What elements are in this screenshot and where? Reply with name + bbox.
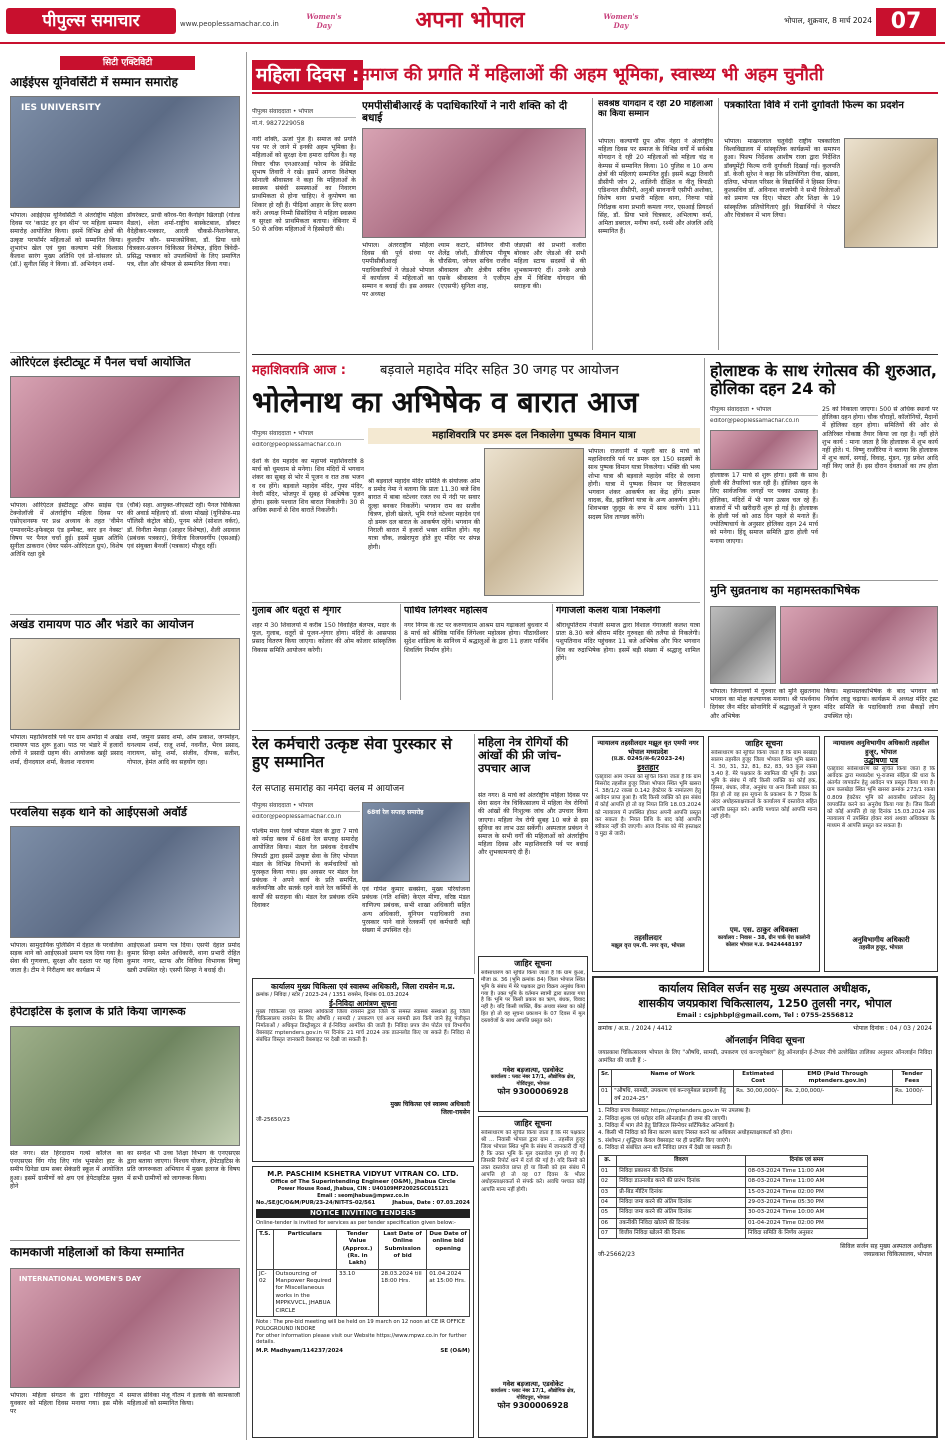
discom-table-row	[257, 1269, 470, 1316]
table-header: EMD (Paid Through mptenders.gov.in)	[783, 1069, 893, 1087]
discom-tender	[252, 1166, 474, 1438]
rail-email: editor@peoplessamachar.co.in	[252, 814, 342, 820]
holi-email: editor@peoplessamachar.co.in	[710, 418, 800, 424]
hepatitis-body-b: का सन्देश भी उच्च शिक्षा विभाग के एनएसएस द्वारा बताया जाएगा। निश्चय योजना, हेपेटाइटिस के प्रति जागरूकता अभियान में मुख्य इलाज के विषय में सभी ग्रामीणों को जागरूक किया।	[127, 1150, 240, 1182]
dateline: भोपाल, शुक्रवार, 8 मार्च 2024	[784, 16, 872, 25]
civil-sign: सिविल सर्जन सह मुख्य अस्पताल अधीक्षक	[840, 1243, 932, 1251]
table-header: दिनांक एवं समय	[745, 1156, 867, 1166]
table-header: Name of Work	[612, 1069, 734, 1087]
rail-photo-banner: 68वां रेल सप्ताह समारोह	[367, 809, 424, 816]
tehsil-head: न्यायालय तहसीलदार मझूल वृत एमपी नगर भोपाल मध्यप्रदेश	[597, 739, 699, 756]
shiv-body-a: देशों के देव महादेव का महापर्व महाशिवरात्रि 8 मार्च को धूमधाम से मनेगा। शिव मंदिरों में भगवान शंकर का सुबह से भोर में पूजन व रात तक भजन व रथ होंगे। बड़वाले महादेव मंदिर, गुफा मंदिर, नेवरी मंदिर, भोजपुर में सुबह से अभिषेक पूजन होगा। इसके पश्चात शिव बारात निकलेगी। 30 से अधिक स्थानों से शिव बारातें निकलेंगी।	[252, 458, 364, 515]
parwalia-body-b: आईएसओ प्रमाण पत्र दिया। एसपी देहात प्रमोद कुमार सिन्हा समेत अधिकारी, थाना प्रभारी रोहित कुमार नागर, स्टाफ और विविधा विभागक विष्णु खत्री उपस्थित रहे। एसपी सिन्हा ने बधाई दी।	[127, 942, 240, 974]
jahir1-head: जाहिर सूचना	[745, 739, 783, 748]
ies-photo	[10, 96, 240, 208]
table-header: विवरण	[617, 1156, 746, 1166]
table-cell: 01-04-2024 Time 02:00 PM	[745, 1218, 867, 1228]
cmho-ref2: जी-25650/23	[256, 1116, 290, 1123]
eye-headline: महिला नेत्र रोगियों की आंखों की फ्री जांच-उपचार आज	[478, 736, 569, 776]
table-cell: 28.03.2024 till 18:00 Hrs.	[379, 1269, 427, 1316]
table-cell: निविदा जमा करने की अंतिम दिनांक	[617, 1208, 746, 1218]
civil-sub: शासकीय जयप्रकाश चिकित्सालय, 1250 तुलसी नगर, भोपाल	[638, 996, 892, 1010]
shiv-email: editor@peoplessamachar.co.in	[252, 442, 342, 448]
civil-date: भोपाल दिनांक : 04 / 03 / 2024	[853, 1024, 932, 1032]
discom-ref: No./SE/JC/O&M/PUR/23-24/NIT-TS-02/561	[256, 1199, 376, 1206]
nyay-sign2: तहसील हुजूर, भोपाल	[859, 945, 903, 952]
rail-byline: पीपुल्स संवाददाता • भोपाल	[252, 802, 360, 812]
kamkaji-body-a: भोपाल। महिला संगठन के द्वारा गोविंदपुरा में युवकार को महिला दिवस मनाया गया। इस मौके पर	[10, 1392, 123, 1416]
muni-photo-2	[780, 606, 938, 684]
table-header: Estimated Cost	[734, 1069, 783, 1087]
jahir-notice-1	[708, 736, 820, 972]
table-header: Tender Fees	[893, 1069, 932, 1087]
oriental-headline: ओरिएंटल इंस्टीट्यूट में पैनल चर्चा आयोजित	[10, 356, 191, 369]
rail-body-a: पश्चिम मध्य रेलवे भोपाल मंडल के द्वारा 7 मार्च को नर्मदा क्लब में 68वां रेल सप्ताह समारोह आयोजित किया। मंडल रेल प्रबंधक देवाशीष त्रिपाठी द्वारा इसमें उत्कृष्ट सेवा के लिए भोपाल मंडल के विभिन्न विभागों के कर्मचारियों को पुरस्कृत किया गया। इस अवसर पर मंडल रेल प्रबंधक ने अपने कार्य के प्रति समर्पित, कर्तव्यनिष्ठ और सतर्क रहने वाले रेल कर्मियों के कार्यों की सराहना की। मंडल रेल प्रबंधक रश्मि दिवाकर	[252, 828, 358, 909]
akhand-photo	[10, 638, 240, 730]
table-cell: 01	[599, 1166, 617, 1176]
mpsb-body-b: श्याम कटारे, सीनियर वीपी शैलेंद्र जोशी, डीजीएम पीयूष चौरसिया, जोनल सचिव राजीव श्रीवास्तव और क्षेत्रीय सचिव एसके श्रीवास्तव ने एजीएम (एएसपी) सुनिता शाह,	[438, 242, 510, 290]
kamkaji-photo	[10, 1268, 240, 1388]
tehsil-sign2: मझूल वृत्त एम.पी. नगर वृत्त, भोपाल	[611, 943, 685, 950]
oriental-body-a: भोपाल। ओरिएंटल इंस्टीट्यूट ऑफ साइंस एंड टेक्नोलॉजी में अंतर्राष्ट्रीय महिला दिवस पर एसोएशनस्फ पर प्रश्न अध्याय के तहत 'वीमेन एम्पावरमेंट-इफेक्ट्स एंड इम्पैक्ट, कार इन नेक्स्ट' विषय पर पैनल चर्चा हुई। इसमें मुख्य अतिथि सुनीता ठाकरान (चेयर पर्सन-ओरिएंटल ग्रुप), विशेष अतिथि रक्षा दुबे	[10, 502, 123, 559]
eye-body: संत नगर। 8 मार्च को अंतर्राष्ट्रीय महिला दिवस पर सेवा सदन नेत्र चिकित्सालय में महिला नेत्र रोगियों की आंखों की निःशुल्क जांच और उपचार किया जाएगा। महिला नेत्र रोगी सुबह 10 बजे से इस सुविधा का लाभ उठा सकेंगी। अस्पताल प्रबंधन ने समाज के सभी वर्गों की महिलाओं को अंतर्राष्ट्रीय महिला दिवस और महाशिवरात्रि पर्व पर बधाई और शुभकामनाएं दी हैं।	[478, 792, 588, 857]
akhand-body-a: भोपाल। महाशिवरात्रि पर्व पर ग्राम अमोदा में अखंड रामायण पाठ शुरू हुआ। पाठ पर भंडारे में हजारों लोगों ने प्रसादी ग्रहण की। आयोजक खट्टी प्रसाद शर्मा, दीनदयाल शर्मा, कैलाश नारायण	[10, 734, 123, 766]
civil-intro: जयप्रकाश चिकित्सालय भोपाल के लिए "औषधि, सामग्री, उपकरण एवं कन्ज्यूमेबल" हेतु ऑनलाईन ई-टेण्डर नीचे उल्लेखित तालिका अनुसार ऑनलाईन निविदा आमंत्रित की जाती हैं :-	[598, 1050, 932, 1065]
table-cell: 08-03-2024 Time 11:00 AM	[745, 1177, 867, 1187]
table-header: Particulars	[273, 1229, 336, 1269]
logo: पीपुल्स समाचार	[6, 8, 176, 34]
civil-schedule-row	[599, 1229, 868, 1239]
civil-schedule-row	[599, 1166, 868, 1176]
table-cell: JC-02	[257, 1269, 274, 1316]
civil-email: Email : csjphbpl@gmail.com, Tel : 0755-2556812	[598, 1011, 932, 1023]
holi-body-a: होलाष्टक 17 मार्च से शुरू होगा। इसी के साथ होली की तैयारियां चल रही हैं। होलिका दहन के लिए सार्वजनिक जगहों पर पक्का उत्साह है। होलिका, मंदिरों में भी फाग उत्सव चल रहे हैं। बाजारों में भी खरीदारी शुरू हो गई है। होलाष्टक के होली पर्व को आठ दिन पहले से मनाते हैं। ज्योतिषाचार्य के अनुसार होलिका दहन 24 मार्च को मनेगा। हिंदू समाज समिति द्वारा होली पर्व मनाया जाएगा।	[710, 472, 818, 545]
discom-head: M.P. PASCHIM KSHETRA VIDYUT VITRAN CO. LTD.	[267, 1170, 459, 1178]
shiv-sub3-headline: गंगाजली कलश यात्रा निकलेगी	[556, 606, 661, 616]
rail-body-b: एवं गोपेश कुमार सक्सेना, मुख्य परियोजना प्रबंधक (गति शक्ति) केएल मीणा, वरिष्ठ मंडल वाणिज्य प्रबंधक, सभी शाखा अधिकारी सहित अन्य अधिकारी, यूनियन पदाधिकारी तथा पुरस्कार पाने वाले रेलकर्मी एवं कर्मचारी बड़ी संख्या में उपस्थित रहे।	[362, 886, 470, 934]
tehsil-sign: तहसीलदार	[634, 933, 662, 942]
jahir3-body: सर्वसाधारण को सूचित किया जाता है कि मेरे पक्षकार श्री ... निवासी भोपाल द्वारा ग्राम ... तहसील हुजूर जिला भोपाल स्थित भूमि के संबंध में जानकारी दी गई है कि उक्त भूमि के मूल दस्तावेज गुम हो गए हैं। जिसकी रिपोर्ट थाने में दर्ज की गई है। यदि किसी को उक्त दस्तावेज प्राप्त हों या किसी को इस संबंध में आपत्ति हो तो वह 07 दिवस के भीतर अधोहस्ताक्षरकर्ता से संपर्क करे। अवधि पश्चात कोई आपत्ति मान्य नहीं होगी।	[481, 1129, 585, 1193]
parwalia-photo	[10, 826, 240, 938]
table-header: क्र.	[599, 1156, 617, 1166]
jahir2-phone: फोन 9300006928	[497, 1087, 569, 1097]
holi-byline: पीपुल्स संवाददाता • भोपाल	[710, 406, 818, 416]
jahir3-phone: फोन 9300006928	[497, 1401, 569, 1411]
muni-photo-1	[710, 606, 776, 684]
civil-surgeon-tender	[592, 976, 938, 1438]
holi-headline: होलाष्टक के साथ रंगोत्सव की शुरुआत, होलिका दहन 24 को	[710, 362, 938, 399]
parwalia-headline: परवलिया सड़क थाने को आईएसओ अवॉर्ड	[10, 806, 187, 819]
rail-photo	[362, 802, 470, 882]
jahir3-head: जाहिर सूचना	[514, 1119, 552, 1128]
discom-sub: Office of The Superintending Engineer (O&M), Jhabua Circle	[270, 1179, 456, 1186]
lead-byline: पीपुल्स संवाददाता • भोपाल	[252, 108, 356, 118]
table-cell: वित्तीय निविदा खोलने की दिनांक	[617, 1229, 746, 1239]
tehsil-label: इश्तहार	[637, 763, 659, 773]
section-title: अपना भोपाल	[415, 8, 525, 33]
muni-headline: मुनि सुव्रतनाथ का महामस्तकाभिषेक	[710, 584, 860, 597]
side2-body: भोपाल। माखनलाल चतुर्वेदी राष्ट्रीय पत्रकारिता विश्वविद्यालय में सांस्कृतिक कार्यक्रमों का समापन हुआ। फिल्म निर्देशक आशीष राजा द्वारा निर्देशित डॉक्यूमेंट्री फिल्म रानी दुर्गावती दिखाई गई। कुलपति डॉ. केजी सुरेश ने कहा कि प्रतियोगिता रीवा, खंडवा, दतिया, भोपाल परिसर के विद्यार्थियों ने हिस्सा लिया। कुलसचिव डॉ. अविनाश वाजपेयी ने सभी विजेताओं को प्रमाण पत्र दिए। पोस्टर और शिक्षा के 19 सांस्कृतिक प्रतियोगिताएं हुईं। विद्यार्थियों ने पोस्टर और चित्रांकन में भाग लिया।	[724, 138, 840, 219]
jahir1-body: सर्वसाधारण को सूचित किया जाता है कि ग्राम बरखेड़ा सालम तहसील हुजूर जिला भोपाल स्थित भूमि खसरा नं. 30, 31, 32, 81, 82, 83, 93 कुल रकबा 3.40 हे. मेरे पक्षकार के स्वामित्व की भूमि है। उक्त भूमि के संबंध में यदि किसी व्यक्ति का कोई हक, हिस्सा, बंधक, लीज, अनुबंध या अन्य किसी प्रकार का हित हो तो वह इस सूचना के प्रकाशन के 7 दिवस के अंदर अधोहस्ताक्षरकर्ता के कार्यालय में दस्तावेज सहित आपत्ति प्रस्तुत करे। अवधि पश्चात कोई आपत्ति मान्य नहीं होगी।	[711, 749, 817, 820]
table-cell: 06	[599, 1218, 617, 1228]
cmho-sign: मुख्य चिकित्सा एवं स्वास्थ्य अधिकारी	[390, 1100, 470, 1108]
civil-note-item: 3. निविदा में भाग लेने हेतु डिजिटल सिग्नेचर सर्टिफिकेट अनिवार्य है।	[598, 1122, 735, 1129]
discom-addr: Power House Road, Jhabua, CIN : U40109MP2002SGC015121	[277, 1186, 449, 1193]
lead-phone: मो.नं. 9827229058	[252, 120, 305, 127]
mpsb-photo	[362, 128, 586, 238]
civil-note-item: 5. संशोधन / शुद्धिपत्र केवल वेबसाइट पर ही प्रदर्शित किए जाएंगे।	[598, 1137, 731, 1144]
table-cell: 30-03-2024 Time 10:00 AM	[745, 1208, 867, 1218]
jahir1-addr: कार्यालय : निवास - 38, ग्रीन पार्क ऐरा कालोनी कोलार भोपाल म.प्र. 9424448197	[717, 934, 811, 948]
kamkaji-body-b: समाज सेविका मंजू गौतम ने इलाके की कामकाजी महिलाओं को सम्मानित किया।	[127, 1392, 240, 1408]
nyay-sign: अनुविभागीय अधिकारी	[852, 936, 910, 945]
civil-schedule-row	[599, 1177, 868, 1187]
civil-notes	[598, 1108, 932, 1152]
muni-body-a: भोपाल। जिनालयों में गुरुवार को मुनि सुव्रतनाथ भगवान का मोक्ष कल्याणक मनाया। श्री पार्श्वनाथ दिगंबर जैन मंदिर सोनागिरि में श्रद्धालुओं ने पूजन और अभिषेक	[710, 688, 820, 720]
shiv-strap: बड़वाले महादेव मंदिर सहित 30 जगह पर आयोजन	[380, 363, 619, 378]
cmho-body: मुख्य चिकित्सा एवं स्वास्थ्य अधिकारी जिला रायसेन द्वारा जिले के समस्त स्वास्थ्य संस्थाओं हेतु जिला चिकित्सालय रायसेन के लिए औषधि / सामग्री / उपकरण एवं अन्य सामग्री क्रय किये जाने हेतु पंजीकृत निर्माताओं / अधिकृत डिस्ट्रीब्यूटर से ई-निविदा आमंत्रित की जाती है। निविदा प्रपत्र जेम पोर्टल एवं विभागीय वेबसाइट mptenders.gov.in पर दिनांक 21 मार्च 2024 तक डाउनलोड किए जा सकते हैं। निविदा से संबंधित विस्तृत जानकारी वेबसाइट पर देखी जा सकती है।	[256, 1008, 470, 1044]
nyay-notice	[824, 736, 938, 972]
holi-body-b: 25 को निकाला जाएगा। 500 से अधिक स्थानों पर होलिका दहन होगा। चौक चौराहों, कॉलोनियों, मैदानों में होलिका दहन होगा। समितियों की ओर से अतिरिक्त गोकाष्ठ तैयार किया जा रहा है। नहीं होते शुभ कार्य : माना जाता है कि होलाष्टक में शुभ कार्य नहीं होते। पं. विष्णु राजौरिया ने बताया कि होलाष्टक में शुभ कार्य, सगाई, विवाह, मुंडन, गृह प्रवेश आदि नहीं किए जाते हैं। इस दौरान देवताओं का तप होता है।	[822, 406, 938, 479]
lead-kicker: महिला दिवस :	[252, 60, 363, 90]
table-cell: "औषधि, सामग्री, उपकरण एवं कन्ज्यूमेबल प्रदायगी हेतु वर्ष 2024-25"	[612, 1087, 734, 1105]
table-cell: प्री-बिड मीटिंग दिनांक	[617, 1187, 746, 1197]
table-cell: 08-03-2024 Time 11:00 AM	[745, 1166, 867, 1176]
table-cell: Rs. 1000/-	[893, 1087, 932, 1105]
lead-headline: समाज की प्रगति में महिलाओं की अहम भूमिका, स्वास्थ्य भी अहम चुनौती	[358, 65, 824, 85]
ies-headline: आईईएस यूनिवर्सिटी में सम्मान समारोह	[10, 76, 178, 89]
table-cell: 03	[599, 1187, 617, 1197]
discom-label: NOTICE INVITING TENDERS	[256, 1209, 470, 1218]
shiv-sub2-headline: पार्थिव लिंगेश्वर महोत्सव	[404, 606, 488, 616]
shiv-sub3-body: श्रीराधूपतिराम नेपाली समाज द्वारा विशाल गंगाजली कलश यात्रा प्रातः 8.30 बजे श्रीराम मंदिर गुरुवक्षा की तलैया से निकलेगी। पशुपतिनाथ मंदिर पहुंचकर 11 बजे अभिषेक और फिर भगवान शिव का रुद्राभिषेक होगा। इसमें बड़ी संख्या में श्रद्धालु शामिल होंगे।	[556, 622, 700, 662]
civil-schedule-row	[599, 1187, 868, 1197]
hepatitis-headline: हेपेटाइटिस के इलाज के प्रति किया जागरूक	[10, 1006, 186, 1018]
civil-sign2: जयप्रकाश चिकित्सालय, भोपाल	[863, 1251, 932, 1259]
table-cell: 02	[599, 1177, 617, 1187]
shiv-headline: भोलेनाथ का अभिषेक व बारात आज	[252, 386, 639, 419]
holi-photo	[710, 430, 818, 470]
shiv-body-b: श्री बड़वाले महादेव मंदिर समिति के संयोजक ओम व प्रमोद नेमा ने बताया कि प्रातः 11.30 बजे शिव बारात में बाबा वटेश्वर रजत रथ में नंदी पर सवार दूल्हा बनकर निकलेंगे। भगवान राम का सजीव चित्रण, होली खेलते, भूमि रंगते वटेश्वर महादेव एवं दो डमरू दल बारात के आकर्षण रहेंगे। भगवान की निराली बारात में हजारों भक्त शामिल होंगे। यह यात्रा चौक, लखेरापुरा होते हुए मंदिर पर संपन्न होगी।	[368, 478, 480, 551]
mpsb-body-c: जेडएसी की प्रभारी वजीरा बोरकर और जेडओ की सभी महिला स्टाफ सदस्यों से की शुभकामनाएं दीं। उनके अच्छे क्षेत्र में विशिष्ट योगदान की सराहना की।	[514, 242, 586, 290]
website: www.peoplessamachar.co.in	[180, 20, 279, 28]
mpsb-body-a: भोपाल। अंतरराष्ट्रीय महिला दिवस की पूर्व संध्या पर एमपीसीबीआरई के पदाधिकारियों ने जेडओ भोपाल में कार्यालय में महिलाओं का सम्मान व बधाई दी। इस अवसर पर अध्यक्ष	[362, 242, 434, 299]
jahir-notice-3	[478, 1116, 588, 1438]
jahir3-sign: गवेश बड़जात्या, एडवोकेट	[502, 1379, 564, 1388]
table-cell: 04	[599, 1197, 617, 1207]
discom-web: For other information please visit our Website https://www.mpwz.co.in for further details.	[256, 1332, 467, 1346]
discom-email: Email : seomjhabua@mpwz.co.in	[317, 1193, 409, 1200]
civil-head: कार्यालय सिविल सर्जन सह मुख्य अस्पताल अधीक्षक,	[658, 982, 872, 995]
civil-note-item: 1. निविदा प्रपत्र वेबसाइट https://mptenders.gov.in पर उपलब्ध है।	[598, 1108, 751, 1115]
nyay-head: न्यायालय अनुविभागीय अधिकारी तहसील हुजूर, भोपाल	[832, 739, 930, 756]
table-cell: Rs. 30,00,000/-	[734, 1087, 783, 1105]
table-cell: निविदा समिति के निर्णय अनुसार	[745, 1229, 867, 1239]
table-cell: Outsourcing of Manpower Required for Miscellaneous works in the MPPKVVCL, JHABUA CIRCLE	[273, 1269, 336, 1316]
cmho-ref: क्रमांक / निविदा / स्टोर / 2023-24 / 1351 रायसेन, दिनांक 01.03.2024	[256, 991, 409, 998]
jahir1-sign: एम. एस. ठाकुर अधिवक्ता	[729, 925, 799, 934]
table-header: Due Date of online bid opening	[427, 1229, 470, 1269]
table-header: T.S.	[257, 1229, 274, 1269]
table-cell: 05	[599, 1208, 617, 1218]
table-cell: Rs. 2,00,000/-	[783, 1087, 893, 1105]
ies-photo-banner: IES UNIVERSITY	[21, 103, 101, 113]
table-header: Sr.	[599, 1069, 612, 1087]
civil-ref2: जी-25662/23	[598, 1251, 635, 1259]
lead-body: नारी शक्ति, ऊर्जा पुंज है। समाज को प्रगति पथ पर ले जाने में इनकी अहम भूमिका है। महिलाओं को सुरक्षा देना हमारा दायित्व है। यह विचार चीफ़ एनआरआई फोरम के प्रेसिडेंट सुभाष तिवारी ने रखे। इसमें आगरा विशेषज्ञ सोनाली श्रीवास्तव ने कहा कि महिलाओं के स्वास्थ्य संबंधी समस्याओं का निवारण प्राथमिकता से होना चाहिए। वे कुपोषण का शिकार हो रही हैं। पीढ़ियां आहार के लिए सजग करें। अध्यक्ष निम्मी सिसोदिया ने महिला स्वास्थ्य व सुरक्षा को प्राथमिकता बताया। वेबिनार में 50 से अधिक महिलाओं ने हिस्सेदारी की।	[252, 136, 356, 234]
mpsb-headline: एमपीसीबीआरई के पदाधिकारियों ने नारी शक्ति को दी बधाई	[362, 100, 568, 125]
civil-schedule-row	[599, 1218, 868, 1228]
civil-table-row	[599, 1087, 932, 1105]
civil-schedule-row	[599, 1208, 868, 1218]
hepatitis-photo	[10, 1026, 240, 1146]
table-header: Last Date of Online Submission of bid	[379, 1229, 427, 1269]
ies-body-b: डॉयरेक्टर, प्राची कौरव-पैरा कैनोइंग खिलाड़ी (गोल्ड मैडल), श्वेता शर्मा-राष्ट्रीय बास्केटबाल, डॉक्टर वैदेहीकर-पत्रकार, आरती चौकसे-निशानेबाज, कुलदीप कौर- समाजसेविका, डॉ. प्रिया धावे चित्रकार-प्रजनन चिकित्सा विशेषज्ञ, इंदिरा त्रिवेदी-प्रसिद्ध पत्रकार को उपलब्धियों के लिए प्रमाणित पत्र, शील और श्रीफल से सम्मानित किया गया।	[127, 212, 240, 269]
shiv-subhead: महाशिवरात्रि पर डमरू दल निकालेगा पुष्पक विमान यात्रा	[368, 428, 700, 444]
nyay-label: उद्घोषणा पत्र	[864, 756, 898, 766]
shiv-kicker: महाशिवरात्रि आज :	[252, 363, 346, 378]
jahir2-addr: कार्यालय : प्लाट नंबर 17/1, औद्योगिक क्षेत्र, गोविंदपुरा, भोपाल	[490, 1074, 576, 1087]
table-header: Tender Value (Approx.) (Rs. in Lakh)	[336, 1229, 378, 1269]
discom-intro: Online-tender is invited for services as per tender specification given below:-	[256, 1219, 456, 1226]
table-cell: 33.10	[336, 1269, 378, 1316]
side2-headline: पत्रकारिता विवि में रानी दुर्गावती फिल्म का प्रदर्शन	[724, 100, 904, 111]
kamkaji-photo-banner: INTERNATIONAL WOMEN'S DAY	[19, 1275, 142, 1283]
tehsil-notice	[592, 736, 704, 972]
shiv-body-c: भोपाल। राजधानी में पहली बार 8 मार्च को महाशिवरात्रि पर्व पर डमरू दल 150 सदस्यों के साथ पुष्पक विमान यात्रा निकलेगा। भक्ति की भव्य शोभा यात्रा श्री बड़वाले महादेव मंदिर से रवाना होगी। यात्रा में पुष्पक विमान पर विराजमान भगवान शंकर आकर्षण का केंद्र होंगे। डमरू वादक, बैंड, झांकियां यात्रा के अन्य आकर्षण होंगे। शिवभक्त जुलूस के रूप में साथ चलेंगे। 111 सदस्य शिव ताण्डव करेंगे।	[588, 448, 700, 521]
rail-strap: रेल सप्ताह समारोह का नर्मदा क्लब में आयोजन	[252, 784, 405, 794]
jahir2-sign: गवेश बड़जात्या, एडवोकेट	[502, 1065, 564, 1074]
civil-ref: क्रमांक / अ.प्र. / 2024 / 4412	[598, 1024, 673, 1032]
jahir2-head: जाहिर सूचना	[514, 959, 552, 968]
table-cell: तकनीकी निविदा खोलने की दिनांक	[617, 1218, 746, 1228]
rail-headline: रेल कर्मचारी उत्कृष्ट सेवा पुरस्कार से हुए सम्मानित	[252, 736, 452, 771]
table-cell: 01.04.2024 at 15:00 Hrs.	[427, 1269, 470, 1316]
discom-se: SE (O&M)	[440, 1348, 470, 1355]
muni-body-b: किया। महामस्तकाभिषेक के बाद भगवान को निर्वाण लाडू चढ़ाया। कार्यक्रम में अध्यक्ष मंदिर ट्रस्ट मंदिर समिति के पदाधिकारी तथा सैकड़ों लोग उपस्थित रहे।	[824, 688, 938, 720]
hepatitis-body-a: संत नगर। संत हिरदाराम गर्ल्स कॉलेज का एनएसएस विंग गोद लिए गांव भूमासेरा हाट के समीप ग्रिनेडा ग्राम सबर सेकंडरी स्कूल में आयोजित हुआ। इसमें ग्रामीणों को क्षय एवं हेपेटाइटिस मुक्त होने	[10, 1150, 123, 1190]
kamkaji-headline: कामकाजी महिलाओं को किया सम्मानित	[10, 1246, 185, 1259]
masthead	[0, 0, 945, 44]
table-cell: 15-03-2024 Time 02:00 PM	[745, 1187, 867, 1197]
civil-schedule-row	[599, 1197, 868, 1207]
discom-note: Note : The pre-bid meeting will be held on 19 march on 12 noon at CE IR OFFICE POLOGROUND INDORE	[256, 1318, 466, 1332]
nyay-body: एतद्द्वारा सर्वसाधारण को सूचित किया जाता है कि आवेदक द्वारा मध्यप्रदेश भू-राजस्व संहिता की धारा के अंतर्गत व्यपवर्तन हेतु आवेदन पत्र प्रस्तुत किया गया है। ग्राम कलखेड़ा स्थित भूमि खसरा क्रमांक 273/1 रकबा 0.809 हेक्टेयर भूमि को आवासीय प्रयोजन हेतु व्यपवर्तित करने का अनुरोध किया गया है। जिस किसी को कोई आपत्ति हो वह दिनांक 15.03.2024 तक न्यायालय में उपस्थित होकर स्वयं अथवा अधिवक्ता के माध्यम से आपत्ति प्रस्तुत कर सकता है।	[827, 766, 935, 830]
shiv-photo	[484, 448, 584, 596]
cmho-label: ई-निविदा आमंत्रण सूचना	[329, 998, 397, 1008]
shiv-strap-row	[252, 362, 700, 382]
table-cell: निविदा प्रकाशन की दिनांक	[617, 1166, 746, 1176]
oriental-photo	[10, 376, 240, 498]
civil-table	[598, 1069, 932, 1106]
table-cell: 29-03-2024 Time 05:30 PM	[745, 1197, 867, 1207]
ies-body-a: भोपाल। आईईएस यूनिवर्सिटी ने अंतर्राष्ट्रीय महिला दिवस पर 'काउंट हर इन थीम' पर महिला सम्मान समारोह आयोजित किया। इसमें विभिन्न क्षेत्रों की उत्कृष्ट परफॉर्मर महिलाओं को सम्मानित किया। शुभारंभ खेल एवं युवा कल्याण मंत्री विश्वास कैलाश सारंग मुख्य अतिथि एवं प्रो-चांसलर प्रो. (डॉ.) सुनील सिंह ने किया। डॉ. अभिनंदन शर्मा-	[10, 212, 123, 269]
cmho-notice	[252, 978, 474, 1162]
civil-note-item: 4. किसी भी निविदा को बिना कारण बताए निरस्त करने का अधिकार अधोहस्ताक्षरकर्ता को होगा।	[598, 1130, 792, 1137]
discom-foot: M.P. Madhyam/114237/2024	[256, 1348, 343, 1355]
side1-headline: सर्वश्रेष्ठ योगदान दे रही 20 महिलाओं का किया सम्मान	[598, 100, 713, 119]
side1-body: भोपाल। कल्याणी ग्रुप ऑफ नेहरा ने अंतर्राष्ट्रीय महिला दिवस पर समाज के विभिन्न वर्गों में सर्वश्रेष्ठ योगदान दे रही 20 महिलाओं को महिला चंद्र व केम्पस में सम्मानित किया। 10 पुलिस व 10 अन्य क्षेत्रों की महिलाएं सम्मानित हुईं। इसमें श्रद्धा तिवारी डीसीपी जोन 2, शालिनी दीक्षित व नीतू त्रिपाठी एडिशनल डीसीपी, अनुश्री सावनानी एसीपी अशोका, विशेष थाना प्रभारी महिला थाना, निरुपा पांडे निरीक्षक थाना प्रभारी कमला नगर, एसआई प्रियदर्श सिंह, डॉ. प्रिया भावे चित्रकार, अभिलाषा वर्मा, अमिता डबराल, मनीषा वर्मा, रश्मी और अंजलि अदि सम्मानित हैं।	[598, 138, 713, 236]
discom-date: Jhabua, Date : 07.03.2024	[392, 1199, 470, 1206]
tehsil-sub: (प्र.क्र. 0245/अ-6/2023-24)	[611, 756, 685, 763]
jahir-notice-2	[478, 956, 588, 1112]
akhand-headline: अखंड रामायण पाठ और भंडारे का आयोजन	[10, 618, 194, 631]
table-cell: 07	[599, 1229, 617, 1239]
cmho-head: कार्यालय मुख्य चिकित्सा एवं स्वास्थ्य अधिकारी, जिला रायसेन म.प्र.	[271, 982, 455, 991]
table-cell: निविदा जमा करने की अंतिम दिनांक	[617, 1197, 746, 1207]
lead-headline-row	[252, 58, 938, 94]
side2-photo	[844, 138, 938, 248]
shiv-byline: पीपुल्स संवाददाता • भोपाल	[252, 430, 364, 440]
jahir2-body: सर्वसाधारण को सूचित किया जाता है कि ग्राम कुंआ, मौजा क्र. 36 (भूमि क्रमांक 84) जिला भोपाल स्थित भूमि के संबंध में मेरे पक्षकार द्वारा विक्रय अनुबंध किया गया है। उक्त भूमि के वर्तमान स्वामी द्वारा बताया गया है कि भूमि पर किसी प्रकार का ऋण, बंधक, विवाद नहीं है। यदि किसी व्यक्ति, बैंक अथवा संस्था का कोई हित हो तो वह सूचना प्रकाशन के 07 दिवस में मूल दस्तावेजों के साथ आपत्ति प्रस्तुत करे।	[481, 969, 585, 1025]
parwalia-body-a: भोपाल। सामुदायिक पुलिसिंग में देहात के परवलिया सड़क थाने को आईएसओ प्रमाण पत्र दिया गया है। सेवा की गुणवत्ता, सुरक्षा और दक्षता पर यह दिया जाता है। टीम ने निरीक्षण कर कार्यक्रम में	[10, 942, 123, 974]
shiv-sub1-body: शहर में 30 शिवालयों में करीब 150 विवाहित बेलपत्र, मदार के फूल, गुलाब, धतूरों से पूजन-शृंगार होगा। मंदिरों के आसपास प्रसाद वितरण किया जाएगा। कोलार की ओम कोलार सांस्कृतिक विकास समिति आयोजन करेगी।	[252, 622, 396, 654]
tehsil-body: एतद्द्वारा आम जनता को सूचित किया जाता है कि ग्राम मिसरोद तहसील हुजूर जिला भोपाल स्थित भूमि खसरा नं. 38/1/2 रकबा 0.142 हेक्टेयर के नामांतरण हेतु आवेदन प्राप्त हुआ है। यदि किसी व्यक्ति को इस संबंध में कोई आपत्ति हो तो वह नियत तिथि 18.03.2024 को न्यायालय में उपस्थित होकर अपनी आपत्ति प्रस्तुत कर सकता है। नियत तिथि के बाद कोई आपत्ति स्वीकार नहीं की जाएगी। आज दिनांक को मेरे हस्ताक्षर व मुद्रा से जारी।	[595, 773, 701, 837]
civil-note-item: 6. निविदा से संबंधित अन्य शर्तें निविदा प्रपत्र में देखी जा सकती हैं।	[598, 1145, 732, 1152]
womens-day-badge-left: Women's Day	[306, 12, 342, 31]
oriental-body-b: (चौबे) सहा. आयुक्त-जीएसटी रहीं। पैनल चिकित्सा की अवार्ड महिलाएं डॉ. संध्या मोखड़े (यूनिसेफ-मप्र पॉलिसी कंट्रोल बोर्ड), पूनम श्रोते (सोशल वर्कर), डॉ. विनीता मेवाड़ा (आहार विशेषज्ञ), शैली अग्रवाल (प्रबंधक पत्रकार), विनीता विजयवर्गीय (एसआई) एवं संयुक्ता बैनर्जी (पत्रकार) मौजूद रहीं।	[127, 502, 240, 550]
civil-label: ऑनलाईन निविदा सूचना	[725, 1035, 805, 1046]
shiv-sub2-body: नगर निगम के तट पर करुणाधाम आश्रम ग्राम गढ़ाकलां बुधवार में 8 मार्च को श्रीविष्ठ पार्थिव लिंगेश्वर महोत्सव होगा। पीठाधीश्वर सुदेश शांडिल्य के सानिध्य में श्रद्धालुओं के द्वारा 11 हजार पार्थिव शिवलिंग निर्माण होंगे।	[404, 622, 548, 654]
jahir3-addr: कार्यालय : प्लाट नंबर 17/1, औद्योगिक क्षेत्र, गोविंदपुरा, भोपाल	[490, 1388, 576, 1401]
womens-day-badge-right: Women's Day	[603, 12, 639, 31]
shiv-sub1-headline: गुलाब और धतूरों से शृंगार	[252, 606, 341, 616]
city-activity-label: सिटी एक्टिविटी	[60, 56, 195, 70]
table-cell: 01	[599, 1087, 612, 1105]
cmho-sign2: जिला-रायसेन	[441, 1108, 470, 1116]
civil-note-item: 2. निविदा शुल्क एवं धरोहर राशि ऑनलाईन ही जमा की जाएगी।	[598, 1115, 728, 1122]
page-number: 07	[876, 8, 936, 36]
table-cell: निविदा डाउनलोड करने की प्रारंभ दिनांक	[617, 1177, 746, 1187]
akhand-body-b: शर्मा, जमुना प्रसाद शर्मा, ओम प्रकाश, जगमोहन, घनश्याम शर्मा, राजू शर्मा, नवनीत, भैरव प्रसाद, नारायण, सोनू शर्मा, संजीव, दीपक, सतीश, गोपाल, हेमंत आदि का सहयोग रहा।	[127, 734, 240, 766]
discom-table	[256, 1229, 470, 1317]
civil-schedule	[598, 1155, 868, 1239]
